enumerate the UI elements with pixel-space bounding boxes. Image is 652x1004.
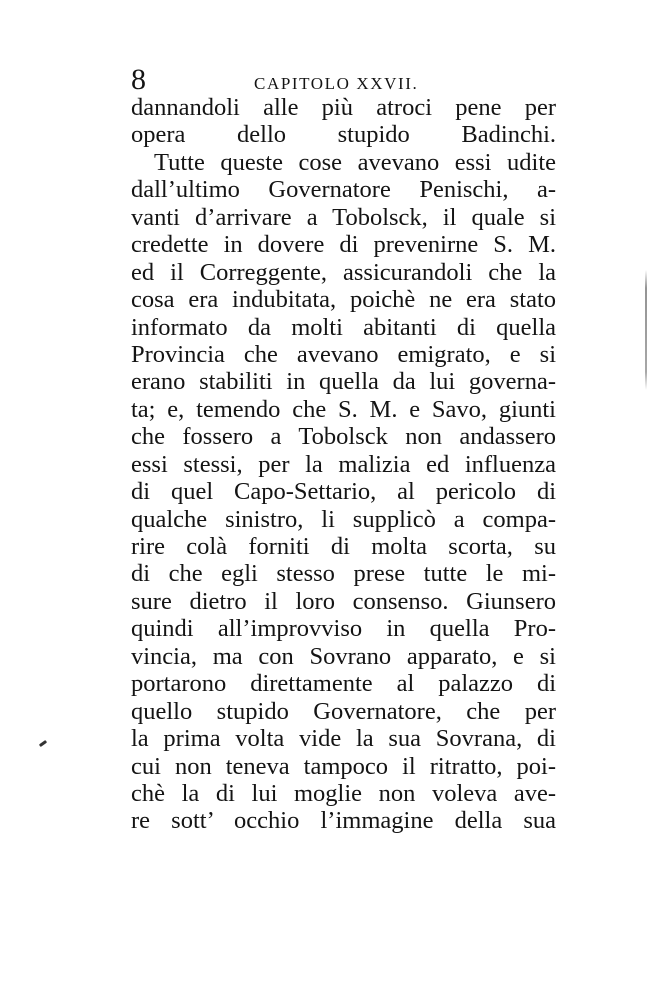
text-line: qualche sinistro, li supplicò a compa- (131, 505, 556, 533)
body-text (131, 94, 556, 835)
text-line: essi stessi, per la malizia ed influenza (131, 450, 556, 478)
margin-mark (39, 740, 47, 747)
text-line: vanti d’arrivare a Tobolsck, il quale si (131, 203, 556, 231)
text-line: rire colà forniti di molta scorta, su (131, 533, 556, 560)
text-line: di che egli stesso prese tutte le mi- (131, 560, 556, 588)
text-line: ed il Correggente, assicurandoli che la (131, 258, 556, 286)
text-line: quindi all’improvviso in quella Pro- (131, 615, 556, 643)
text-line: chè la di lui moglie non voleva ave- (131, 779, 556, 807)
text-line: portarono direttamente al palazzo di (131, 670, 556, 698)
text-line: sure dietro il loro consenso. Giunsero (131, 587, 556, 615)
text-line: quello stupido Governatore, che per (131, 697, 556, 725)
text-line: cosa era indubitata, poichè ne era stato (131, 286, 556, 314)
text-line: cui non teneva tampoco il ritratto, poi- (131, 752, 556, 780)
text-line: di quel Capo-Settario, al pericolo di (131, 478, 556, 506)
text-line: dall’ultimo Governatore Penischi, a- (131, 176, 556, 204)
text-line: erano stabiliti in quella da lui governa- (131, 368, 556, 396)
running-head: CAPITOLO XXVII. (254, 74, 419, 93)
text-line: informato da molti abitanti di quella (131, 313, 556, 341)
page-edge-shadow (645, 270, 647, 390)
text-line: la prima volta vide la sua Sovrana, di (131, 725, 556, 753)
text-line: credette in dovere di prevenirne S. M. (131, 231, 556, 259)
text-line: re sott’ occhio l’immagine della sua (131, 807, 556, 835)
text-line: ta; e, temendo che S. M. e Savo, giunti (131, 395, 556, 423)
page-number: 8 (131, 63, 146, 96)
text-line: opera dello stupido Badinchi. (131, 121, 556, 149)
text-line: dannandoli alle più atroci pene per (131, 94, 556, 121)
text-line: vincia, ma con Sovrano apparato, e si (131, 642, 556, 670)
text-line: Provincia che avevano emigrato, e si (131, 340, 556, 368)
text-line: che fossero a Tobolsck non andassero (131, 423, 556, 451)
paragraph-start-line: Tutte queste cose avevano essi udite (154, 148, 556, 176)
